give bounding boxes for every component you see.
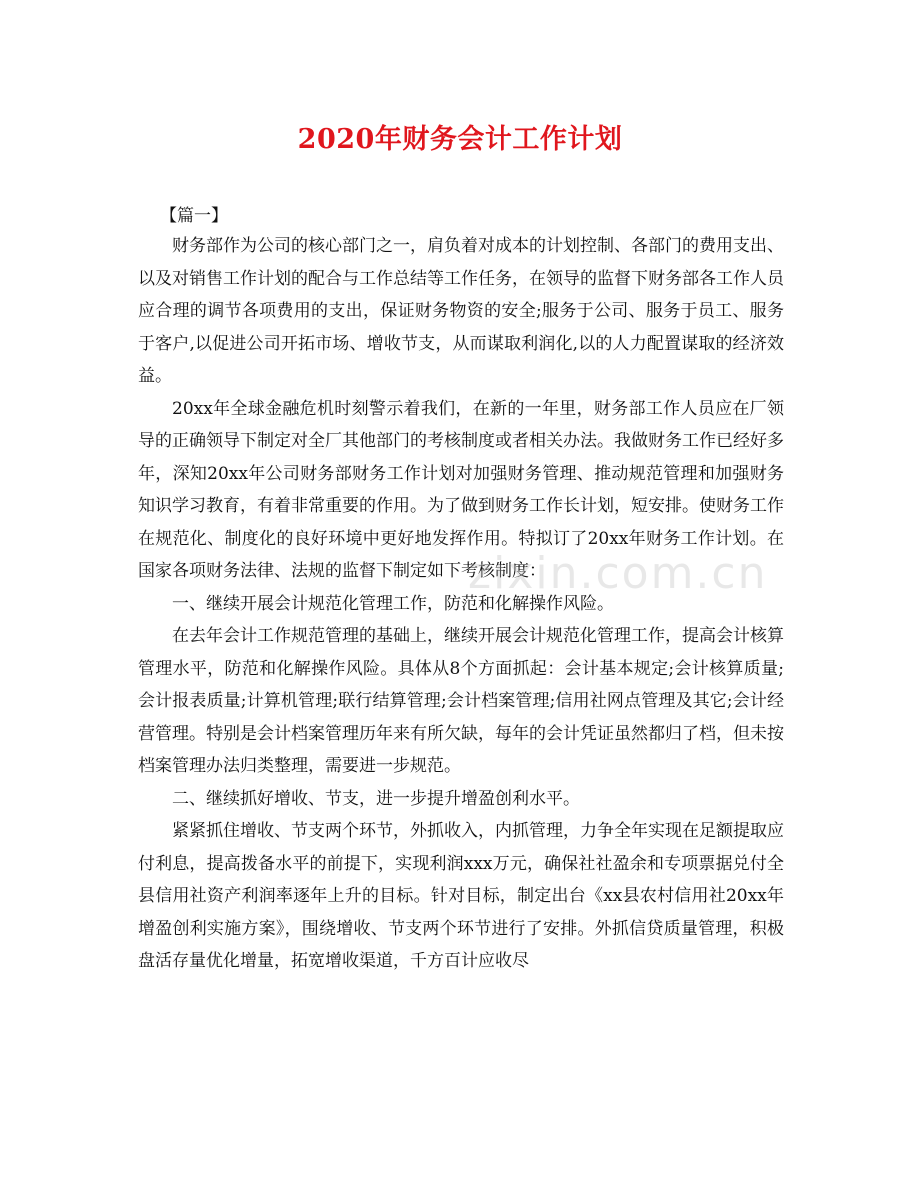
- watermark: zixin.com.cn: [468, 548, 768, 599]
- paragraph-item-one: 在去年会计工作规范管理的基础上，继续开展会计规范化管理工作，提高会计核算管理水平，防范和化解操作风险。具体从8个方面抓起：会计基本规定;会计核算质量;会计报表质量;计算机管理;联行结算管理;会计档案管理;信用社网点管理及其它;会计经营管理。特别是会计档案管理历年来有所欠缺，每年的会计凭证虽然都归了档，但未按档案管理办法归类整理，需要进一步规范。: [138, 626, 784, 776]
- heading-item-one: 一、继续开展会计规范化管理工作，防范和化解操作风险。: [172, 593, 614, 614]
- heading-item-two: 二、继续抓好增收、节支，进一步提升增盈创利水平。: [172, 788, 580, 809]
- document-title: 2020年财务会计工作计划: [297, 124, 623, 155]
- document-body: [138, 230, 784, 978]
- paragraph-intro: 财务部作为公司的核心部门之一，肩负着对成本的计划控制、各部门的费用支出、以及对销售工作计划的配合与工作总结等工作任务，在领导的监督下财务部各工作人员应合理的调节各项费用的支出，保证财务物资的安全;服务于公司、服务于员工、服务于客户,以促进公司开拓市场、增收节支，从而谋取利润化,以的人力配置谋取的经济效益。: [138, 236, 784, 386]
- section-label: 【篇一】: [160, 206, 228, 226]
- paragraph-background: 20xx年全球金融危机时刻警示着我们，在新的一年里，财务部工作人员应在厂领导的正确领导下制定对全厂其他部门的考核制度或者相关办法。我做财务工作已经好多年，深知20xx年公司财务部财务工作计划对加强财务管理、推动规范管理和加强财务知识学习教育，有着非常重要的作用。为了做到财务工作长计划，短安排。使财务工作在规范化、制度化的良好环境中更好地发挥作用。特拟订了20xx年财务工作计划。在国家各项财务法律、法规的监督下制定如下考核制度：: [138, 398, 784, 581]
- paragraph-item-two: 紧紧抓住增收、节支两个环节，外抓收入，内抓管理，力争全年实现在足额提取应付利息，提高拨备水平的前提下，实现利润xxx万元，确保社社盈余和专项票据兑付全县信用社资产利润率逐年上升的目标。针对目标，制定出台《xx县农村信用社20xx年增盈创利实施方案》，围绕增收、节支两个环节进行了安排。外抓信贷质量管理，积极盘活存量优化增量，拓宽增收渠道，千方百计应收尽: [138, 821, 784, 971]
